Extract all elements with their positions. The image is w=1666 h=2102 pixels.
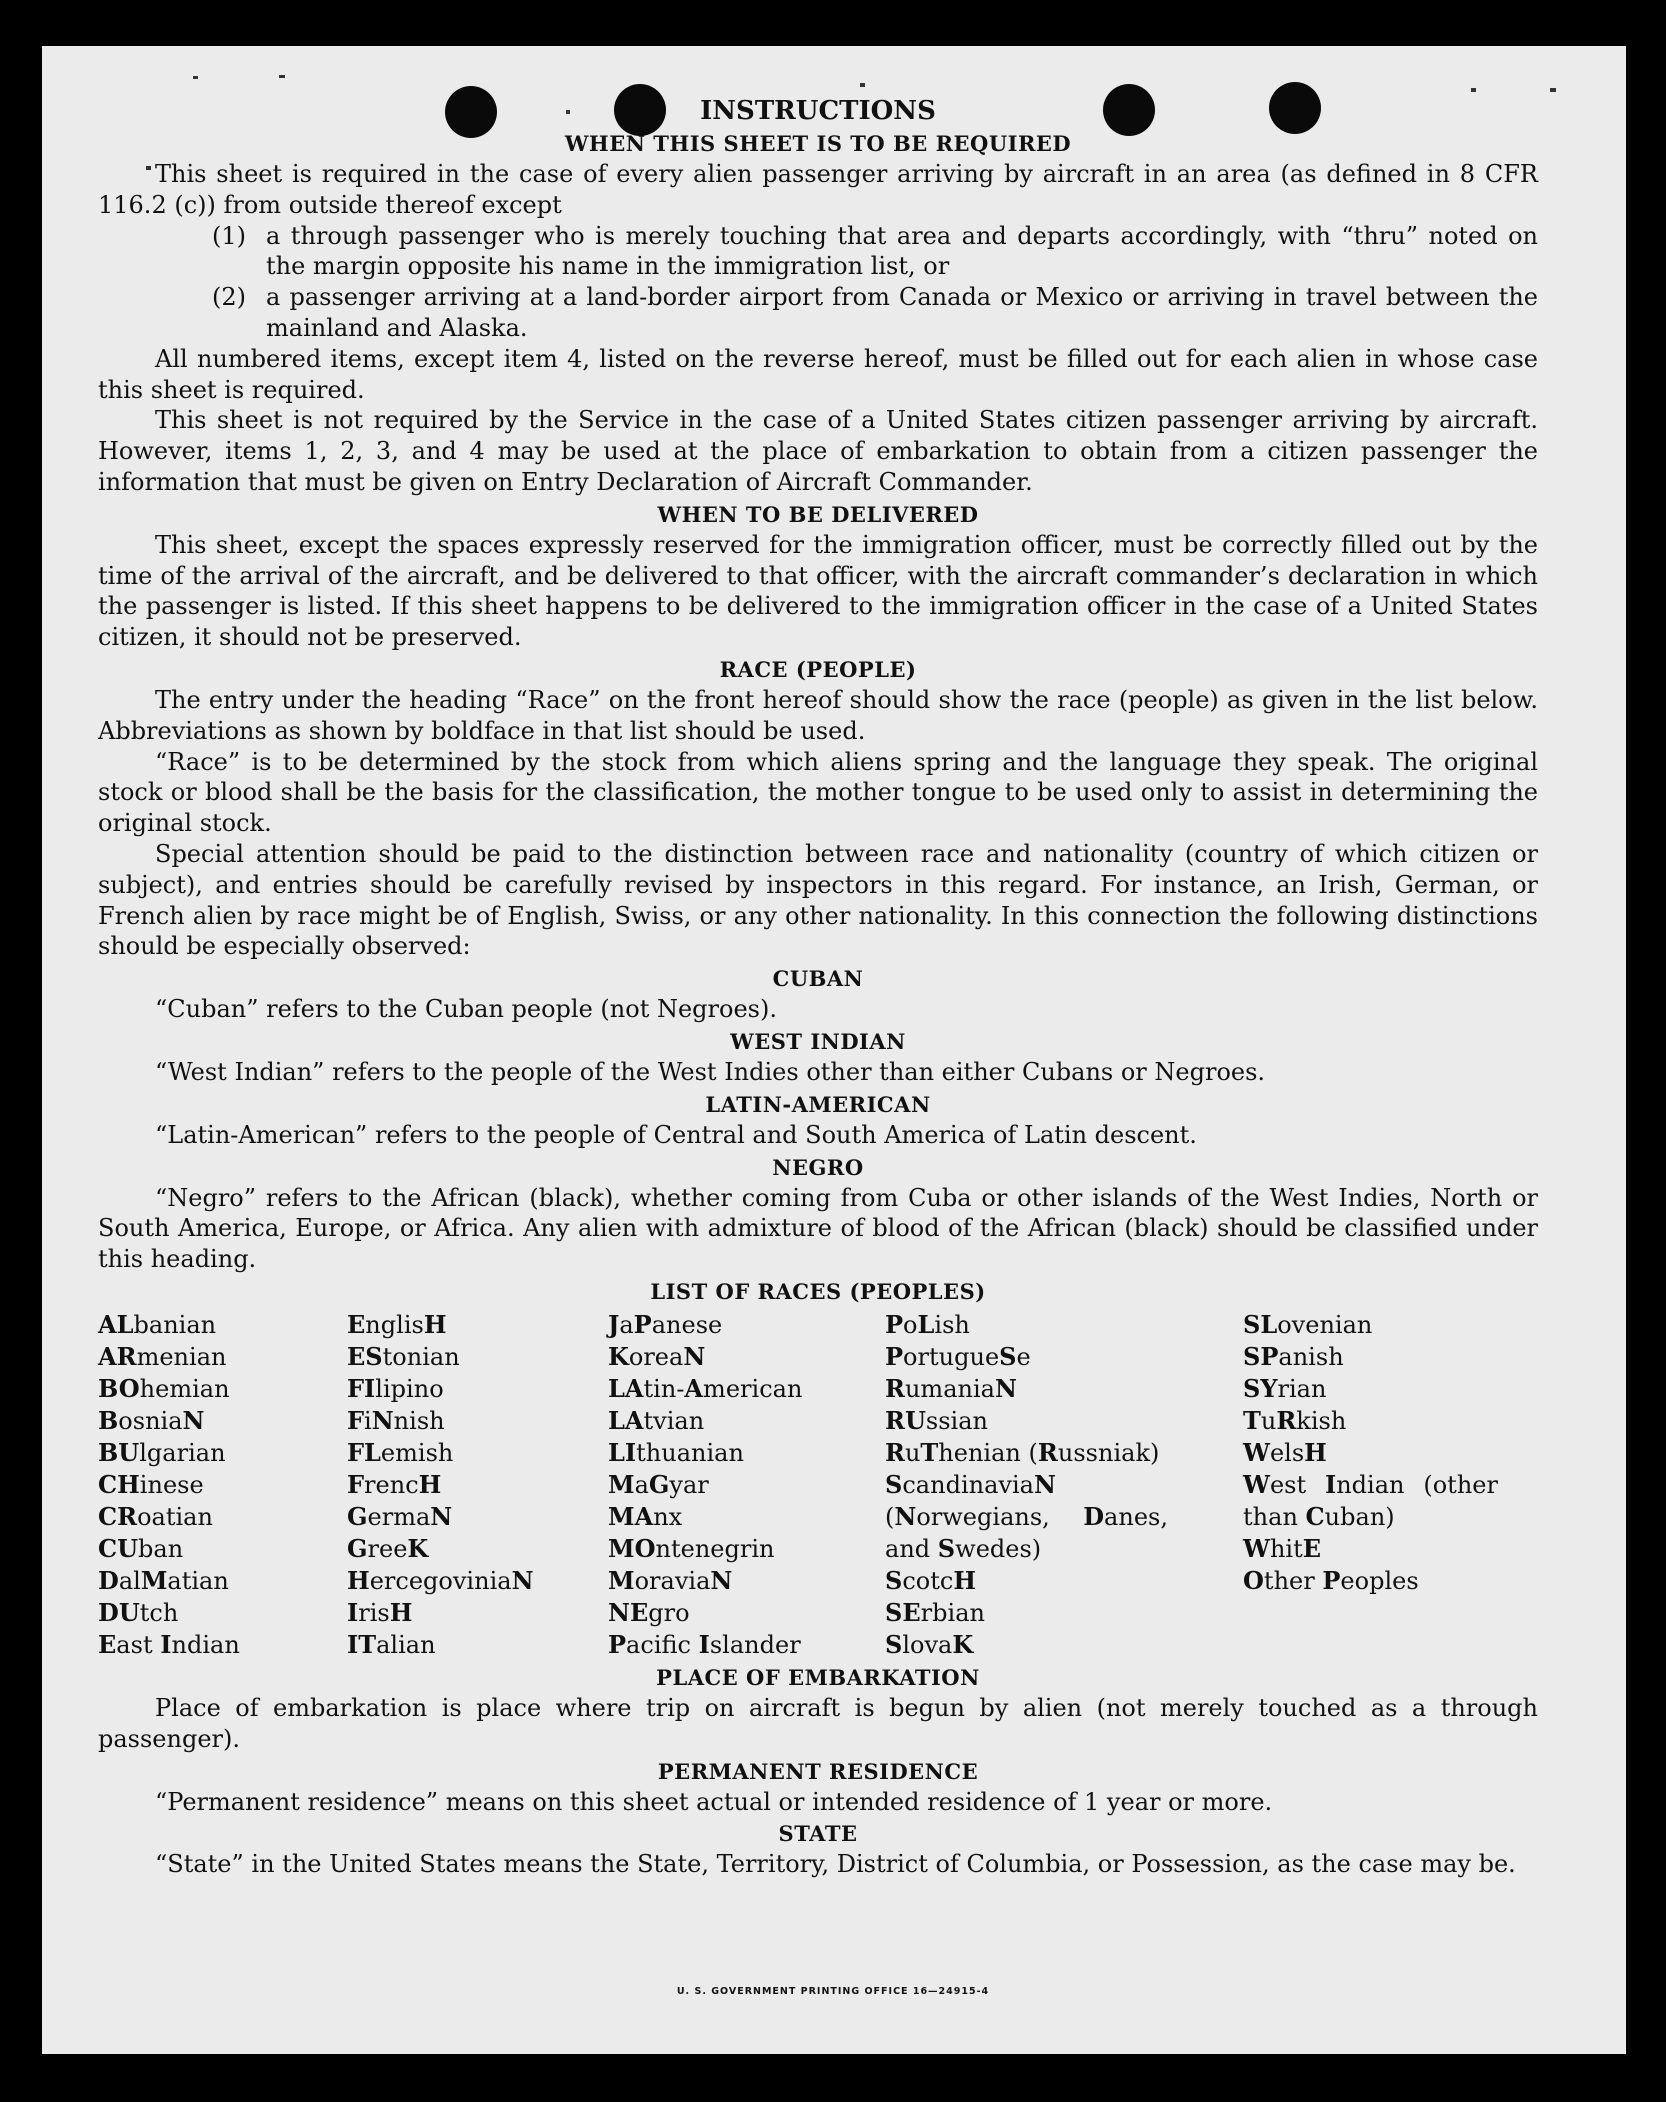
race-entry: WhitE (1243, 1533, 1322, 1563)
instructions-content (98, 95, 1538, 1880)
item-number: (1) (212, 221, 246, 250)
race-entry: SLovenian (1243, 1309, 1373, 1339)
race-entry: EStonian (347, 1341, 460, 1371)
race-entry: DalMatian (98, 1565, 229, 1595)
race-entry: LAtvian (608, 1405, 705, 1435)
race-column (1243, 1309, 1498, 1661)
paragraph: This sheet, except the spaces expressly reserved for the immigration officer, must be correctly filled out by the time of the arrival of the aircraft, and be delivered to that officer, with the aircraft commander’s declaration in which the passenger is listed. If this sheet happens to be delivered to the immigration officer in the case of a United States citizen, it should not be preserved. (98, 530, 1538, 652)
race-entry: FiNnish (347, 1405, 445, 1435)
race-entry: SlovaK (885, 1629, 974, 1659)
race-entry: GermaN (347, 1501, 453, 1531)
page-title: INSTRUCTIONS (700, 96, 936, 126)
race-entry: ITalian (347, 1629, 436, 1659)
race-entry: WelsH (1243, 1437, 1327, 1467)
paragraph: “Negro” refers to the African (black), whether coming from Cuba or other islands of the West Indies, North or South America, Europe, or Africa. Any alien with admixture of blood of the African (black) should be classified under this heading. (98, 1183, 1538, 1274)
race-entry: ScotcH (885, 1565, 977, 1595)
paragraph: This sheet is required in the case of every alien passenger arriving by aircraft in an area (as defined in 8 CFR 116.2 (c)) from outside thereof except (98, 160, 1538, 219)
race-entry: SPanish (1243, 1341, 1344, 1371)
section-heading-west-indian: WEST INDIAN (730, 1028, 906, 1054)
race-entry: ScandinaviaN (Norwegians, Danes, and Swedes) (885, 1469, 1168, 1563)
paragraph: “Latin-American” refers to the people of Central and South America of Latin descent. (155, 1120, 1197, 1149)
speck (860, 83, 865, 87)
paragraph: “West Indian” refers to the people of the West Indies other than either Cubans or Negroes. (155, 1057, 1266, 1086)
race-entry: Pacifc Islander (608, 1629, 801, 1659)
race-entry: FrencH (347, 1469, 442, 1499)
race-entry: CRoatian (98, 1501, 213, 1531)
paragraph: “State” in the United States means the State, Territory, District of Columbia, or Possession, as the case may be. (155, 1850, 1516, 1879)
race-entry: BOhemian (98, 1373, 230, 1403)
race-entry: FLemish (347, 1437, 454, 1467)
section-heading-embarkation: PLACE OF EMBARKATION (656, 1664, 980, 1690)
race-entry: HercegoviniaN (347, 1565, 534, 1595)
race-entry: RumaniaN (885, 1373, 1017, 1403)
section-heading-required: WHEN THIS SHEET IS TO BE REQUIRED (564, 131, 1072, 156)
race-entry: LAtin-American (608, 1373, 803, 1403)
section-heading-state: STATE (778, 1821, 858, 1847)
race-entry: RuThenian (Russniak) (885, 1437, 1160, 1467)
paragraph: All numbered items, except item 4, listed on the reverse hereof, must be filled out for each alien in whose case this sheet is required. (98, 344, 1538, 404)
race-entry: RUssian (885, 1405, 989, 1435)
race-entry: Other Peoples (1243, 1565, 1419, 1595)
paragraph: Special attention should be paid to the distinction between race and nationality (country of which citizen or subject), and entries should be carefully revised by inspectors in this regard. For instance, an Irish, German, or French alien by race might be of English, Swiss, or any other nationality. In this connection the following distinctions should be especially observed: (98, 839, 1538, 961)
speck (1550, 88, 1556, 92)
paragraph: Place of embarkation is place where trip on aircraft is begun by alien (not merely touched as a through passenger). (98, 1693, 1538, 1753)
race-entry: SYrian (1243, 1373, 1327, 1403)
race-entry: EnglisH (347, 1309, 447, 1339)
speck (279, 75, 285, 78)
race-entry: JaPanese (608, 1309, 723, 1339)
race-entry: GreeK (347, 1533, 429, 1563)
race-column (98, 1309, 347, 1661)
speck (193, 76, 198, 79)
race-entry: West Indian (other than Cuban) (1243, 1469, 1498, 1531)
race-entry: ALbanian (98, 1309, 217, 1339)
paragraph: The entry under the heading “Race” on the front hereof should show the race (people) as given in the list below. Abbreviations as shown by boldface in that list should be used. (98, 685, 1538, 745)
race-entry: FIlipino (347, 1373, 444, 1403)
section-heading-latin-american: LATIN-AMERICAN (705, 1091, 931, 1117)
race-entry: TuRkish (1243, 1405, 1347, 1435)
section-heading-race: RACE (PEOPLE) (719, 656, 917, 682)
list-item (212, 282, 1538, 344)
race-list (98, 1309, 1538, 1661)
race-entry: CHinese (98, 1469, 204, 1499)
race-entry: LIthuanian (608, 1437, 744, 1467)
paragraph: “Cuban” refers to the Cuban people (not Negroes). (155, 995, 777, 1024)
race-entry: MOntenegrin (608, 1533, 775, 1563)
item-text: a passenger arriving at a land-border airport from Canada or Mexico or arriving in travel between the mainland and Alaska. (266, 283, 1538, 342)
race-entry: BUlgarian (98, 1437, 226, 1467)
speck (1471, 88, 1476, 92)
section-heading-delivered: WHEN TO BE DELIVERED (657, 501, 979, 527)
race-entry: CUban (98, 1533, 184, 1563)
race-column (347, 1309, 608, 1661)
printer-imprint: U. S. GOVERNMENT PRINTING OFFICE 16—24915-4 (676, 1986, 990, 1997)
race-column (608, 1309, 885, 1661)
race-entry: BosniaN (98, 1405, 205, 1435)
race-entry: ARmenian (98, 1341, 227, 1371)
section-heading-list-of-races: LIST OF RACES (PEOPLES) (650, 1278, 986, 1304)
race-entry: MoraviaN (608, 1565, 733, 1595)
item-text: a through passenger who is merely touching that area and departs accordingly, with “thru” noted on the margin opposite his name in the immigration list, or (266, 221, 1538, 281)
section-heading-residence: PERMANENT RESIDENCE (657, 1758, 979, 1784)
paragraph: “Permanent residence” means on this sheet actual or intended residence of 1 year or more. (155, 1787, 1273, 1816)
race-entry: MAnx (608, 1501, 683, 1531)
race-entry: MaGyar (608, 1469, 709, 1499)
race-entry: KoreaN (608, 1341, 706, 1371)
paragraph: “Race” is to be determined by the stock from which aliens spring and the language they speak. The original stock or blood shall be the basis for the classification, the mother tongue to be used only to assist in determining the original stock. (98, 747, 1538, 838)
race-entry: PortugueSe (885, 1341, 1031, 1371)
race-entry: East Indian (98, 1629, 240, 1659)
race-entry: SErbian (885, 1597, 985, 1627)
list-item (212, 221, 1538, 283)
section-heading-cuban: CUBAN (772, 966, 864, 992)
race-entry: IrisH (347, 1597, 413, 1627)
race-entry: DUtch (98, 1597, 179, 1627)
item-number: (2) (212, 283, 246, 312)
race-entry: PoLish (885, 1309, 970, 1339)
race-column (885, 1309, 1168, 1661)
paragraph: This sheet is not required by the Service in the case of a United States citizen passenger arriving by aircraft. However, items 1, 2, 3, and 4 may be used at the place of embarkation to obtain from a citizen passenger the information that must be given on Entry Declaration of Aircraft Commander. (98, 406, 1538, 496)
race-entry: NEgro (608, 1597, 690, 1627)
section-heading-negro: NEGRO (772, 1154, 864, 1180)
